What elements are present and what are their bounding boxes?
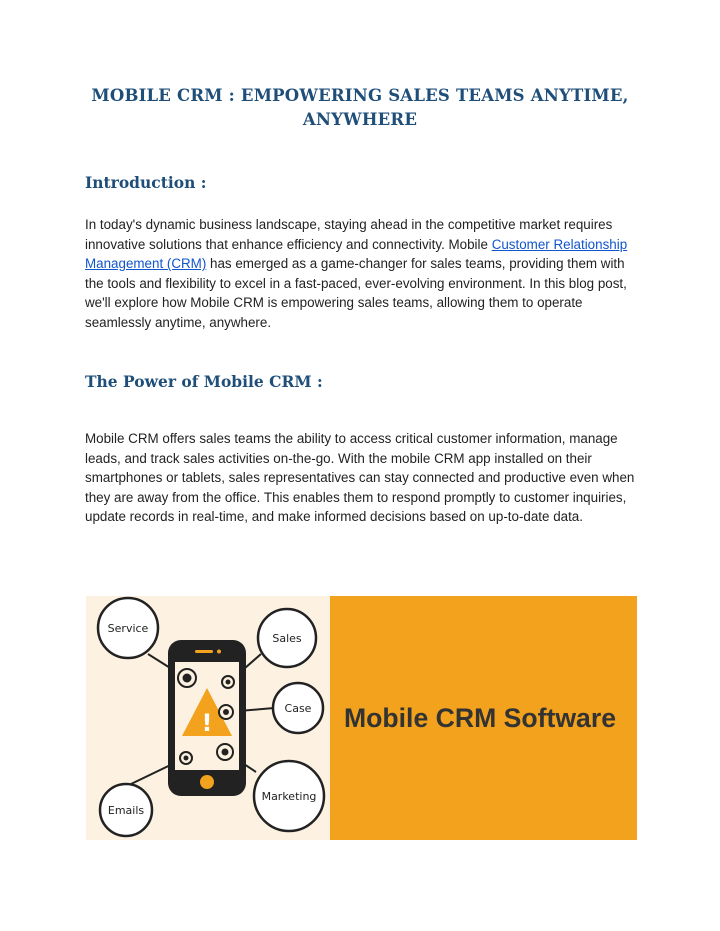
- title-line-1: MOBILE CRM : EMPOWERING SALES TEAMS ANYTIME,: [91, 86, 629, 105]
- power-paragraph: Mobile CRM offers sales teams the ability to access critical customer information, manage leads, and track sales activities on-the-go. With the mobile CRM app installed on their smartphones or tablets, sales representatives can stay connected and productive even when they are away from the office. This enables them to respond promptly to customer inquiries, update records in real-time, and make informed decisions based on up-to-date data.: [85, 431, 635, 525]
- power-heading: The Power of Mobile CRM :: [85, 372, 323, 391]
- intro-text-after: has emerged as a game-changer for sales teams, providing them with the tools and flexibility to excel in a fast-paced, ever-evolving environment. In this blog post, we'll explore how Mobile CRM is empowering sales teams, allowing them to operate seamlessly anytime, anywhere.: [85, 256, 627, 330]
- sales-label: Sales: [272, 632, 302, 645]
- emails-label: Emails: [107, 804, 145, 817]
- case-label: Case: [284, 702, 312, 715]
- intro-heading: Introduction :: [85, 173, 207, 192]
- title-line-2: ANYWHERE: [302, 110, 418, 129]
- mobile-crm-banner: [86, 596, 637, 840]
- crm-link[interactable]: Customer Relationship Management (CRM): [85, 236, 628, 272]
- service-label: Service: [107, 622, 149, 635]
- page-title: [85, 84, 635, 132]
- banner-headline: Mobile CRM Software: [344, 703, 616, 733]
- intro-paragraph: [85, 215, 637, 333]
- phone-icon: [168, 640, 246, 796]
- svg-text:!: !: [201, 709, 213, 737]
- intro-text-before: In today's dynamic business landscape, staying ahead in the competitive market requires innovative solutions that enhance efficiency and connectivity. Mobile: [85, 217, 613, 252]
- marketing-label: Marketing: [261, 790, 317, 803]
